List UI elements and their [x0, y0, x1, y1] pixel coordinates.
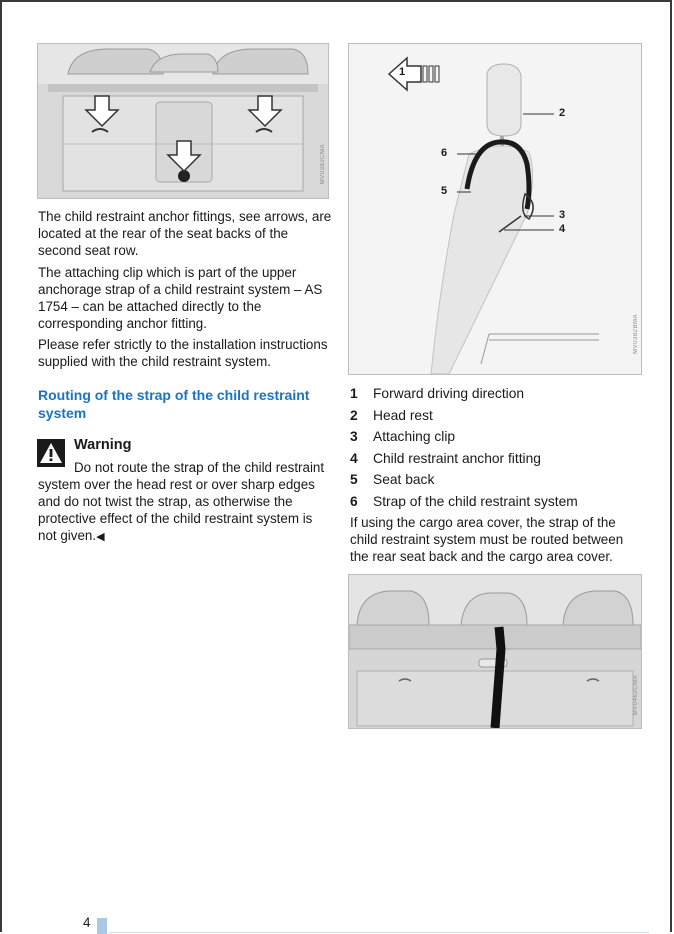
anchor-location-paragraph: The child restraint anchor fittings, see arrows, are located at the rear of the seat backs of the second seat row. — [38, 209, 332, 258]
warning-body: Do not route the strap of the child restraint system over the head rest or over sharp edges and do not twist the strap, as otherwise the protective effect of the child restraint system is not given. — [38, 460, 325, 543]
cargo-cover-paragraph: If using the cargo area cover, the strap of the child restraint system must be routed between the rear seat back and the cargo area cover. — [350, 515, 624, 564]
end-mark-icon: ◀ — [96, 531, 105, 543]
figure-code: MV0462CMA — [633, 675, 639, 716]
legend-label: Child restraint anchor fitting — [373, 450, 541, 466]
legend-item — [350, 493, 650, 515]
legend-label: Attaching clip — [373, 429, 456, 444]
legend-item — [350, 471, 650, 493]
callout-3: 3 — [559, 209, 566, 221]
figure-seat-backs — [37, 43, 329, 199]
callout-5: 5 — [441, 185, 448, 197]
section-heading: Routing of the strap of the child restraint system — [38, 387, 310, 421]
legend-label: Head rest — [373, 407, 433, 423]
legend-item — [350, 428, 650, 450]
page-number: 4 — [83, 915, 91, 930]
figure-code: MV0382CMA — [320, 144, 326, 185]
legend-number: 2 — [350, 407, 358, 423]
callout-4: 4 — [559, 223, 566, 235]
legend-label: Strap of the child restraint system — [373, 493, 578, 509]
legend-number: 4 — [350, 450, 358, 466]
strap-diagram-illustration — [349, 44, 641, 374]
callout-1: 1 — [399, 66, 406, 78]
warning-title: Warning — [74, 437, 132, 453]
legend-number: 6 — [350, 493, 358, 509]
footer-rule — [109, 932, 649, 933]
installation-instructions-paragraph: Please refer strictly to the installation instructions supplied with the child restraint system. — [38, 337, 328, 369]
figure-legend — [350, 385, 650, 514]
legend-item — [350, 450, 650, 472]
legend-item — [350, 407, 650, 429]
cargo-cover-illustration — [349, 575, 641, 728]
callout-2: 2 — [559, 107, 566, 119]
callout-6: 6 — [441, 147, 448, 159]
figure-code: MV0382BMA — [633, 314, 639, 354]
warning-text — [38, 459, 333, 546]
legend-number: 3 — [350, 429, 358, 444]
attaching-clip-paragraph: The attaching clip which is part of the upper anchorage strap of a child restraint system – AS 1754 – can be attached directly to the corresponding anchor fitting. — [38, 265, 323, 331]
figure-cargo-cover — [348, 574, 642, 729]
legend-number: 1 — [350, 386, 358, 401]
legend-label: Forward driving direction — [373, 386, 525, 401]
page-marker — [97, 918, 107, 934]
seat-backs-illustration — [38, 44, 328, 198]
legend-item — [350, 385, 650, 407]
legend-label: Seat back — [373, 472, 435, 487]
figure-strap-diagram — [348, 43, 642, 375]
legend-number: 5 — [350, 472, 358, 487]
